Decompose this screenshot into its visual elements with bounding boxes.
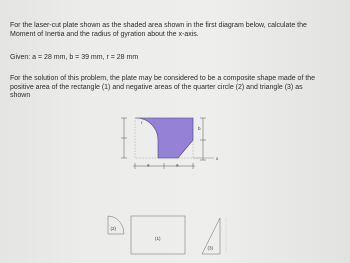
part-quarter-circle — [108, 216, 124, 234]
x-axis-label: x — [216, 156, 219, 161]
quarter-circle-shape — [108, 216, 124, 234]
problem-line-1: For the laser-cut plate shown as the shaded area shown in the first diagram below, calculate the — [10, 22, 307, 29]
radius-label: r — [141, 120, 143, 125]
rectangle-label: (1) — [155, 236, 161, 241]
part-rectangle — [131, 216, 185, 254]
part-triangle — [202, 218, 226, 254]
dimension-a-left: a — [147, 162, 150, 168]
dimension-b: b — [198, 126, 201, 131]
quarter-circle-label: (2) — [110, 226, 116, 231]
given-values: Given: a = 28 mm, b = 39 mm, r = 28 mm — [10, 54, 139, 61]
dimension-a-right: a — [176, 162, 179, 168]
plate-diagram — [121, 118, 219, 169]
triangle-label: (3) — [207, 245, 213, 251]
rectangle-shape — [131, 216, 185, 254]
shaded-plate — [136, 118, 193, 158]
solution-line-2: positive area of the rectangle (1) and negative areas of the quarter circle (2) and triangle (3) as — [10, 84, 303, 91]
problem-line-2: Moment of Inertia and the radius of gyration about the x-axis. — [10, 31, 199, 38]
solution-line-1: For the solution of this problem, the plate may be considered to be a composite shape made of the — [10, 75, 316, 82]
solution-line-3: shown — [10, 92, 31, 99]
